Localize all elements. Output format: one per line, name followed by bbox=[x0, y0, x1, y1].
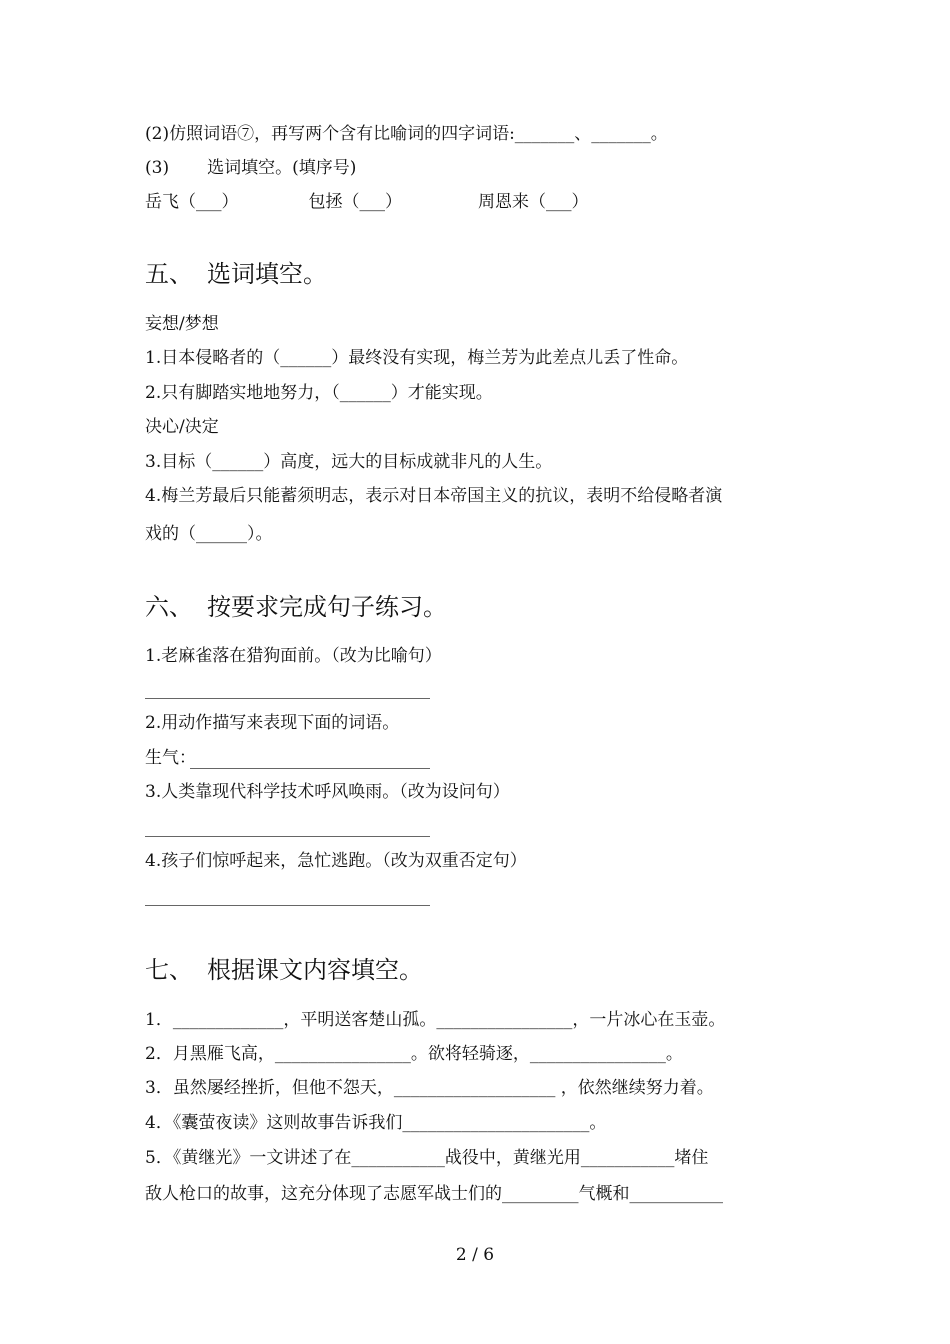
question-4-2: (2)仿照词语⑦，再写两个含有比喻词的四字词语:_______、_______。 bbox=[145, 124, 668, 144]
question-7-5-line-2: 敌人枪口的故事，这充分体现了志愿军战士们的_________气概和___________ bbox=[145, 1184, 723, 1204]
question-7-4: 4．《囊萤夜读》这则故事告诉我们______________________。 bbox=[145, 1113, 607, 1133]
section-6-title: 按要求完成句子练习。 bbox=[207, 593, 447, 621]
section-7-number: 七、 bbox=[145, 956, 193, 984]
word-group-2: 决心/决定 bbox=[145, 417, 219, 437]
page-number: 2 / 6 bbox=[455, 1245, 495, 1265]
question-6-4: 4.孩子们惊呼起来，急忙逃跑。（改为双重否定句） bbox=[145, 851, 527, 871]
question-5-4-line-2: 戏的（______）。 bbox=[145, 524, 273, 544]
section-7-heading bbox=[145, 958, 423, 982]
question-6-2-word: 生气： bbox=[145, 748, 196, 768]
question-4-3-text: 选词填空。(填序号) bbox=[207, 158, 357, 178]
question-6-3: 3.人类靠现代科学技术呼风唤雨。（改为设问句） bbox=[145, 782, 510, 802]
answer-line-6-2[interactable] bbox=[190, 768, 430, 769]
question-7-3: 3．虽然屡经挫折，但他不怨天，___________________ ，依然继续努力着。 bbox=[145, 1078, 714, 1098]
section-5-title: 选词填空。 bbox=[207, 260, 327, 288]
choice-baozheng: 包拯（___） bbox=[308, 192, 402, 212]
question-5-2: 2.只有脚踏实地地努力，（______）才能实现。 bbox=[145, 383, 493, 403]
question-7-2: 2．月黑雁飞高，________________。欲将轻骑逐，________________。 bbox=[145, 1044, 683, 1064]
answer-line-6-3[interactable] bbox=[145, 836, 430, 837]
section-5-heading bbox=[145, 262, 327, 286]
choice-zhouenlai: 周恩来（___） bbox=[478, 192, 589, 212]
section-6-heading bbox=[145, 595, 447, 619]
word-group-1: 妄想/梦想 bbox=[145, 314, 219, 334]
question-6-2: 2.用动作描写来表现下面的词语。 bbox=[145, 713, 400, 733]
fill-choices-row bbox=[145, 194, 589, 211]
question-7-5-line-1: 5．《黄继光》一文讲述了在___________战役中，黄继光用___________堵住 bbox=[145, 1148, 709, 1168]
answer-line-6-4[interactable] bbox=[145, 905, 430, 906]
choice-yuefei: 岳飞（___） bbox=[145, 192, 239, 212]
section-5-number: 五、 bbox=[145, 260, 193, 288]
question-6-1: 1.老麻雀落在猎狗面前。（改为比喻句） bbox=[145, 646, 442, 666]
question-4-3 bbox=[145, 160, 356, 177]
answer-line-6-1[interactable] bbox=[145, 698, 430, 699]
question-4-3-number: (3) bbox=[145, 158, 170, 178]
question-5-4-line-1: 4.梅兰芳最后只能蓄须明志，表示对日本帝国主义的抗议，表明不给侵略者演 bbox=[145, 486, 723, 506]
question-5-1: 1.日本侵略者的（______）最终没有实现，梅兰芳为此差点儿丢了性命。 bbox=[145, 348, 689, 368]
section-6-number: 六、 bbox=[145, 593, 193, 621]
question-7-1: 1．_____________，平明送客楚山孤。________________，一片冰心在玉壶。 bbox=[145, 1010, 726, 1030]
section-7-title: 根据课文内容填空。 bbox=[207, 956, 423, 984]
question-5-3: 3.目标（______）高度，远大的目标成就非凡的人生。 bbox=[145, 452, 553, 472]
